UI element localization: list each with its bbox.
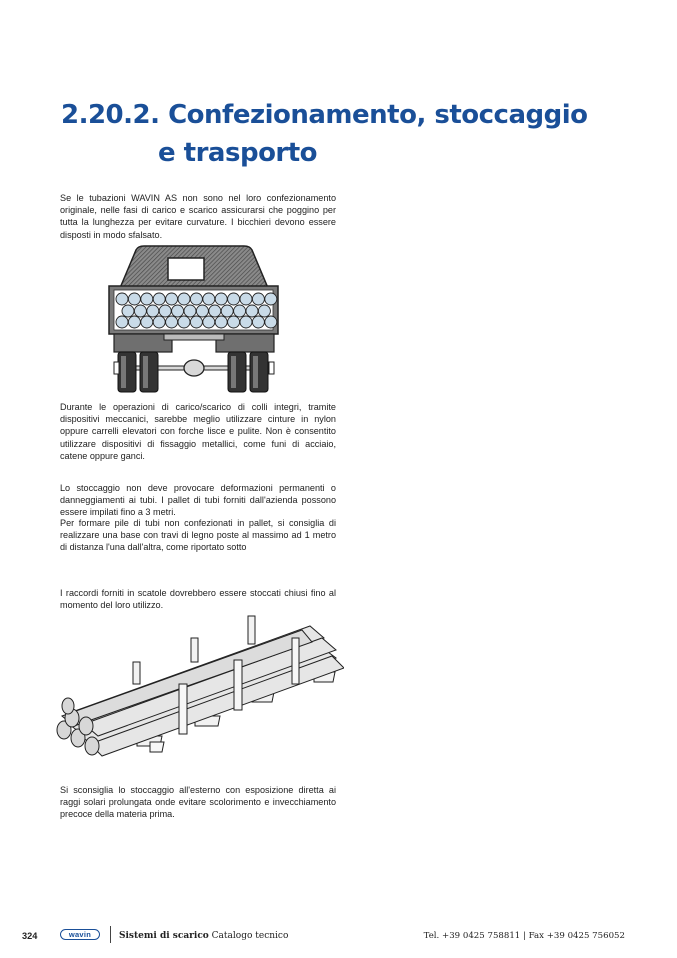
- pipe-end: [141, 293, 153, 305]
- pipe-end: [234, 305, 246, 317]
- pipe-end: [203, 316, 215, 328]
- footer-divider: [110, 926, 111, 943]
- pipe-end: [116, 316, 128, 328]
- footer-contact: Tel. +39 0425 758811 | Fax +39 0425 756052: [423, 931, 625, 941]
- sun-exposure-paragraph: Si sconsiglia lo stoccaggio all'esterno con esposizione diretta ai raggi solari prolungata onde evitare scolorimento e invecchiamento precoce della materia prima.: [60, 785, 336, 820]
- pipe-end: [246, 305, 258, 317]
- footer-section-bold: Sistemi di scarico: [119, 931, 209, 941]
- pipe-end: [184, 305, 196, 317]
- pipe-end: [215, 293, 227, 305]
- pipe-end: [196, 305, 208, 317]
- pipe-end: [215, 316, 227, 328]
- pipe-end: [209, 305, 221, 317]
- pipe-end: [166, 316, 178, 328]
- fittings-paragraph: I raccordi forniti in scatole dovrebbero essere stoccati chiusi fino al momento del loro utilizzo.: [60, 588, 336, 611]
- pipe-end: [159, 305, 171, 317]
- handling-paragraph: Durante le operazioni di carico/scarico di colli integri, tramite dispositivi meccanici, sarebbe meglio utilizzare cinture in nylon oppure carrelli elevatori con forche lisce e pulite. Non è consentito utilizzare dispositivi di fissaggio metallici, come funi di acciaio, catene oppure ganci.: [60, 402, 336, 461]
- pipe-end: [252, 293, 264, 305]
- intro-paragraph: Se le tubazioni WAVIN AS non sono nel loro confezionamento originale, nelle fasi di carico e scarico assicurarsi che poggino per tutta la lunghezza per evitare curvature. I bicchieri devono essere disposti in modo sfalsato.: [60, 193, 336, 240]
- pipe-end: [228, 316, 240, 328]
- pipe-end: [172, 305, 184, 317]
- pipe-end: [190, 293, 202, 305]
- footer-section-rest: Catalogo tecnico: [208, 931, 289, 941]
- page-footer: [0, 924, 677, 948]
- wavin-logo: wavin: [60, 929, 100, 940]
- storage-paragraph-1: Lo stoccaggio non deve provocare deformazioni permanenti o danneggiamenti ai tubi. I pallet di tubi forniti dall'azienda possono essere impilati fino a 3 metri.: [60, 483, 336, 518]
- pipe-end: [128, 316, 140, 328]
- title-line-2: e trasporto: [158, 138, 318, 168]
- pipe-end: [240, 293, 252, 305]
- pipe-end: [122, 305, 134, 317]
- pipe-end: [178, 293, 190, 305]
- pipe-end: [265, 316, 277, 328]
- pipe-end: [128, 293, 140, 305]
- pipe-end: [228, 293, 240, 305]
- pipe-end: [147, 305, 159, 317]
- footer-section: [119, 931, 288, 941]
- pipe-end: [190, 316, 202, 328]
- pipe-end: [221, 305, 233, 317]
- title-line-1: Confezionamento, stoccaggio: [168, 100, 588, 130]
- pipe-end: [240, 316, 252, 328]
- pipe-end: [134, 305, 146, 317]
- pipe-end: [116, 293, 128, 305]
- truck-loaded-pipes-illustration: [106, 244, 282, 396]
- storage-paragraph-2: Per formare pile di tubi non confezionati in pallet, si consiglia di realizzare una base con travi di legno poste al massimo ad 1 metro di distanza l'una dall'altra, come riportato sotto: [60, 518, 336, 553]
- pipe-end: [265, 293, 277, 305]
- pipe-end: [141, 316, 153, 328]
- page-title: [61, 96, 588, 172]
- pipe-end: [203, 293, 215, 305]
- pipe-end: [153, 316, 165, 328]
- pipe-stack-on-timber-illustration: [52, 612, 344, 760]
- pipe-end: [166, 293, 178, 305]
- title-number: 2.20.2.: [61, 100, 160, 130]
- pipe-end: [258, 305, 270, 317]
- pipe-end: [153, 293, 165, 305]
- pipe-end: [178, 316, 190, 328]
- page-number: 324: [22, 931, 38, 941]
- pipe-end: [252, 316, 264, 328]
